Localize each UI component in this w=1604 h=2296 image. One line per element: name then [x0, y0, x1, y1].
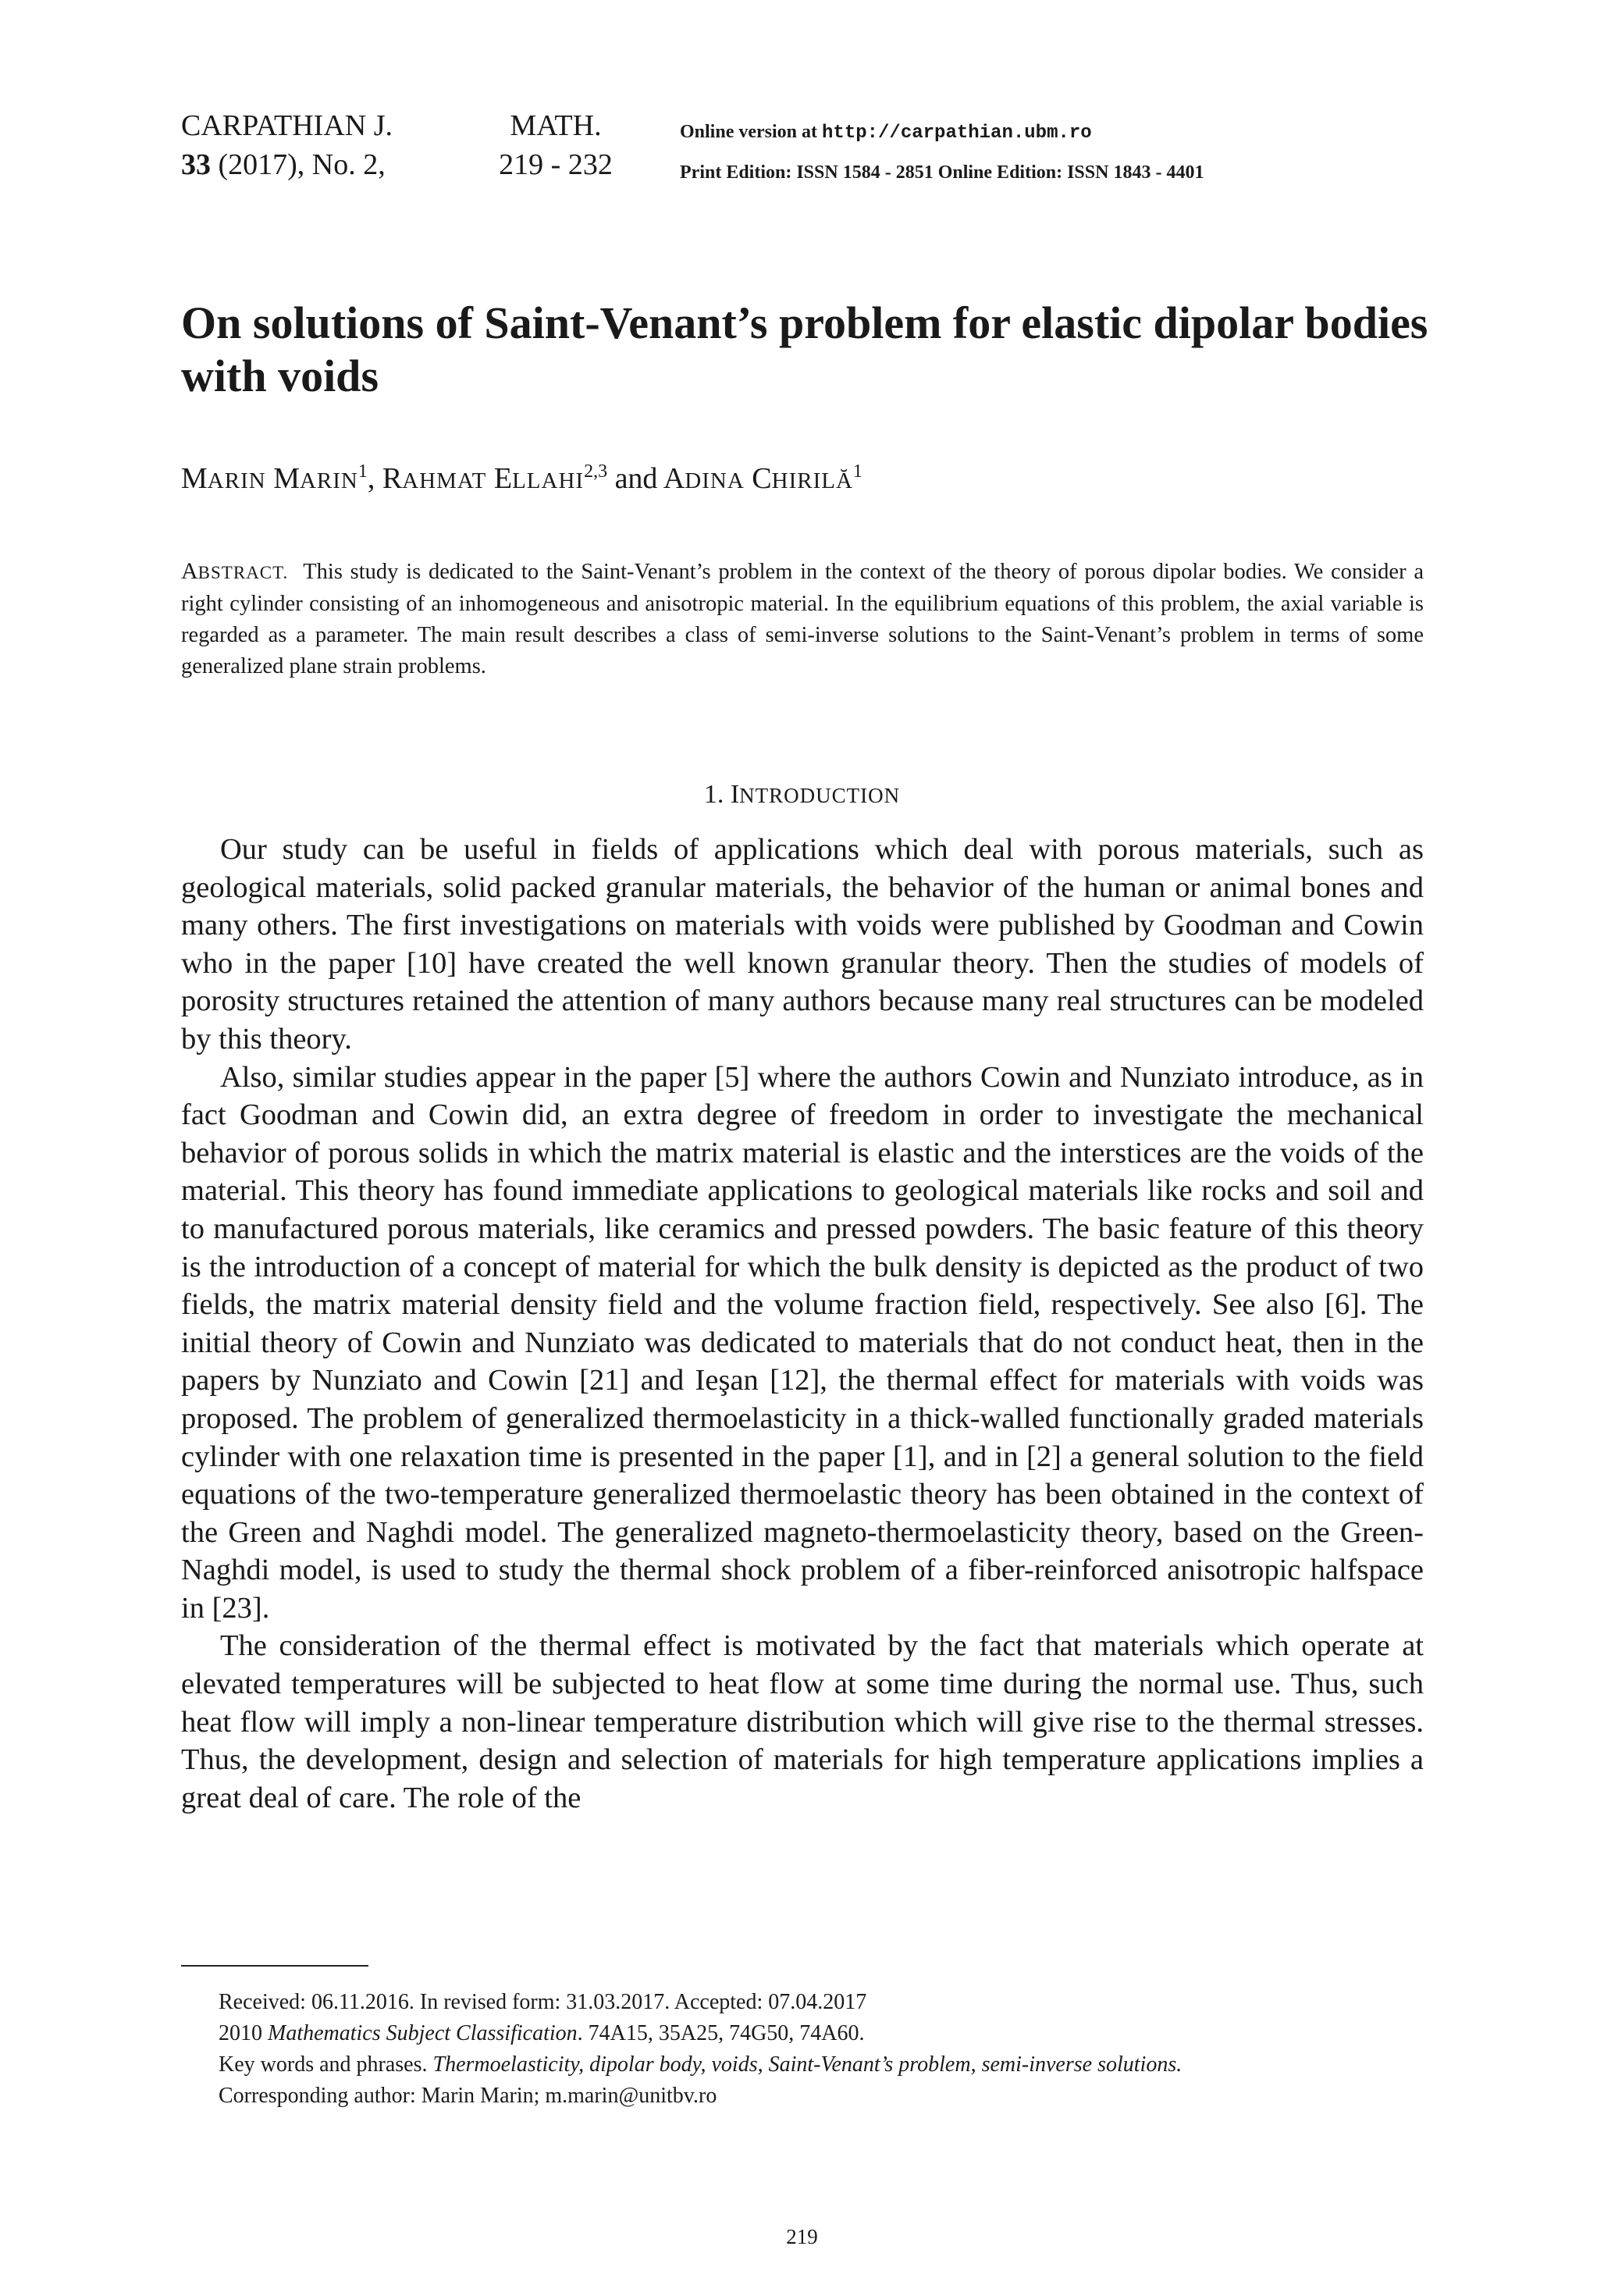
page-number: 219	[786, 2225, 818, 2248]
paragraph-3: The consideration of the thermal effect is motivated by the fact that materials which operate at elevated temperatures will be subjected to heat flow at some time during the normal use. Thus, such heat flow will imply a non-linear temperature distribution which will give rise to the thermal stresses. Thus, the development, design and selection of materials for high temperature applications implies a great deal of care. The role of the	[181, 1629, 1424, 1814]
paper-title: On solutions of Saint-Venant’s problem for elastic dipolar bodies with voids	[181, 297, 1428, 401]
msc-classification: 2010 Mathematics Subject Classification. 74A15, 35A25, 74G50, 74A60.	[219, 2021, 865, 2045]
print-edition: Print Edition: ISSN 1584 - 2851 Online Edition: ISSN 1843 - 4401	[680, 162, 1204, 183]
keywords: Key words and phrases. Thermoelasticity, dipolar body, voids, Saint-Venant’s problem, semi-inverse solutions.	[219, 2052, 1183, 2077]
received-dates: Received: 06.11.2016. In revised form: 31.03.2017. Accepted: 07.04.2017	[219, 1990, 867, 2014]
journal-header	[181, 106, 393, 184]
volume-line	[181, 145, 393, 184]
author-2: RAHMAT ELLAHI$^{2,3}$	[382, 461, 608, 495]
journal-name: CARPATHIAN J.	[181, 109, 393, 142]
abstract-text: This study is dedicated to the Saint-Venant’s problem in the context of the theory of porous dipolar bodies. We consider a right cylinder consisting of an inhomogeneous and anisotropic material. In the equilibrium equations of this problem, the axial variable is regarded as a parameter. The main result describes a class of semi-inverse solutions to the Saint-Venant’s problem in terms of some generalized plane strain problems.	[181, 560, 1424, 678]
online-url-link[interactable]: http://carpathian.ubm.ro	[822, 123, 1092, 144]
authors-and: and	[607, 462, 663, 495]
abstract-label: ABSTRACT.	[181, 558, 289, 584]
journal-math-header	[493, 106, 618, 184]
edition-info	[680, 112, 1204, 192]
abstract	[181, 556, 1424, 682]
page-range: 219 - 232	[499, 148, 613, 181]
journal-math: MATH.	[510, 109, 602, 142]
online-prefix: Online version at	[680, 122, 823, 142]
volume-number: 33	[181, 148, 211, 181]
paragraph-2: Also, similar studies appear in the paper [5] where the authors Cowin and Nunziato introduce, as in fact Goodman and Cowin did, an extra degree of freedom in order to investigate the mechanical behavior of porous solids in which the matrix material is elastic and the interstices are the voids of the material. This theory has found immediate applications to geological materials like rocks and soil and to manufactured porous materials, like ceramics and pressed powders. The basic feature of this theory is the introduction of a concept of material for which the bulk density is depicted as the product of two fields, the matrix material density field and the volume fraction field, respectively. See also [6]. The initial theory of Cowin and Nunziato was dedicated to materials that do not conduct heat, then in the papers by Nunziato and Cowin [21] and Ieşan [12], the thermal effect for materials with voids was proposed. The problem of generalized thermoelasticity in a thick-walled functionally graded materials cylinder with one relaxation time is presented in the paper [1], and in [2] a general solution to the field equations of the two-temperature generalized thermoelastic theory has been obtained in the context of the Green and Naghdi model. The generalized magneto-thermoelasticity theory, based on the Green-Naghdi model, is used to study the thermal shock problem of a fiber-reinforced anisotropic halfspace in [23].	[181, 1060, 1424, 1625]
corresponding-author: Corresponding author: Marin Marin; m.marin@unitbv.ro	[219, 2084, 717, 2108]
year-issue: (2017), No. 2,	[211, 148, 386, 181]
section-heading-introduction: 1. INTRODUCTION	[703, 780, 901, 809]
author-list: MARIN MARIN$^1$, RAHMAT ELLAHI$^{2,3}$ and ADINA CHIRILĂ$^1$	[181, 461, 862, 495]
author-3: ADINA CHIRILĂ$^1$	[663, 461, 862, 495]
body-text	[181, 831, 1424, 1817]
footnote-rule	[181, 1965, 368, 1967]
author-1: MARIN MARIN$^1$	[181, 461, 368, 495]
online-version	[680, 112, 1204, 153]
paragraph-1: Our study can be useful in fields of applications which deal with porous materials, such as geological materials, solid packed granular materials, the behavior of the human or animal bones and many others. The first investigations on materials with voids were published by Goodman and Cowin who in the paper [10] have created the well known granular theory. Then the studies of models of porosity structures retained the attention of many authors because many real structures can be modeled by this theory.	[181, 833, 1424, 1055]
footnotes	[219, 1987, 1436, 2112]
